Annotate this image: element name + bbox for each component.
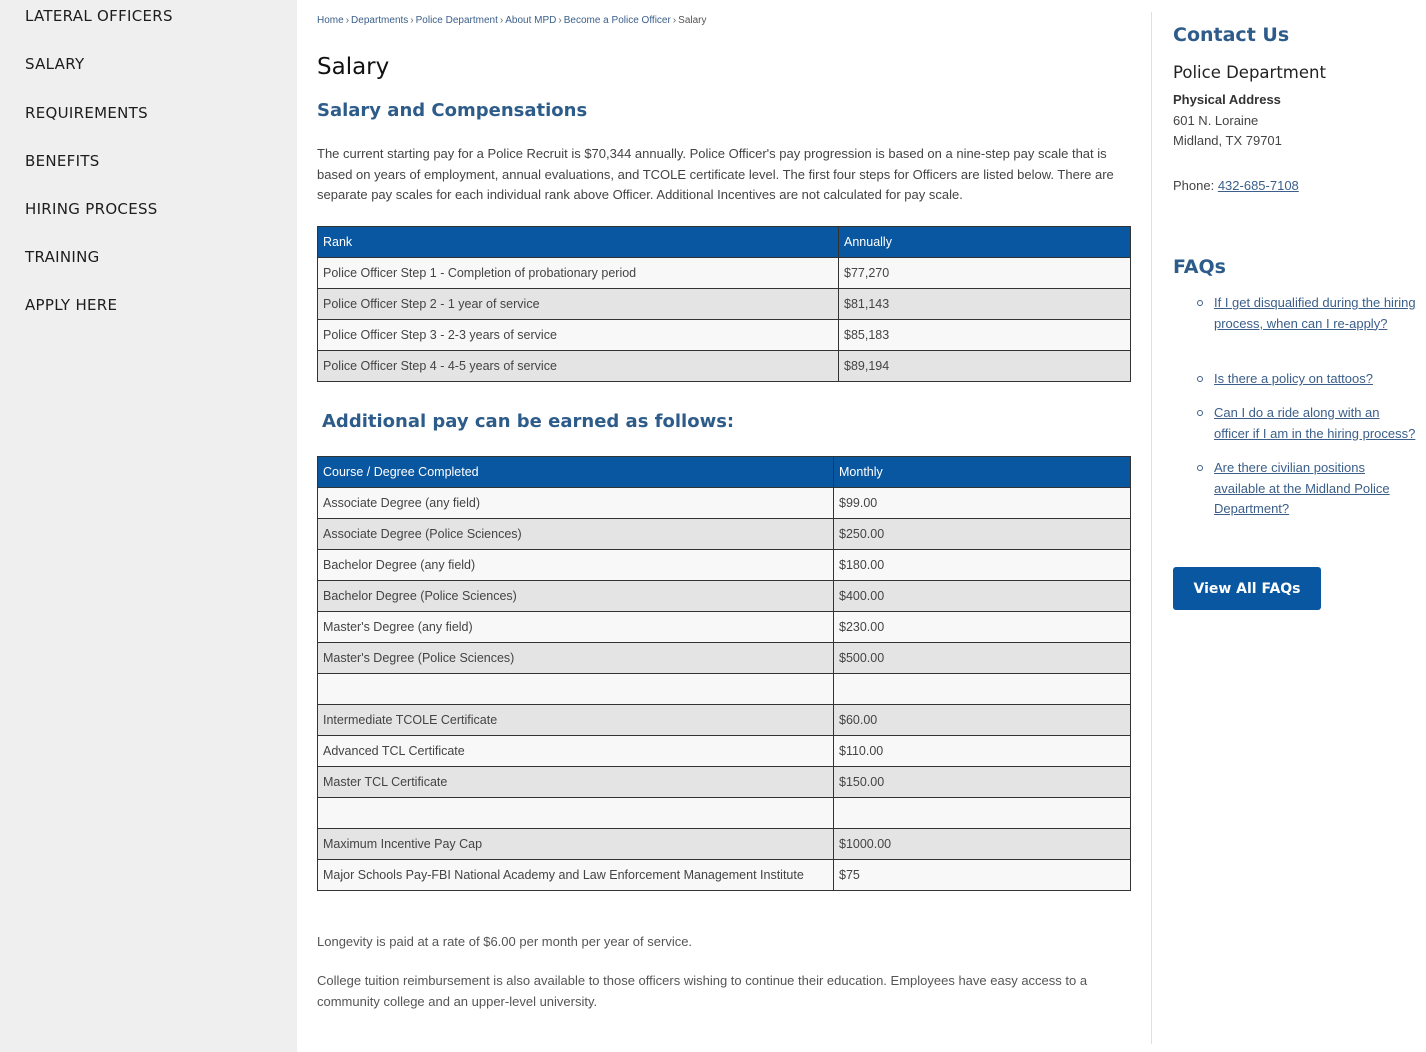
- table-header-row: [318, 457, 1131, 488]
- monthly-pay-cell: $180.00: [834, 550, 1131, 581]
- column-header-monthly: Monthly: [834, 457, 1131, 488]
- breadcrumb-police-department[interactable]: Police Department: [415, 15, 498, 26]
- bullet-icon: [1197, 376, 1203, 382]
- annual-pay-cell: $89,194: [839, 351, 1131, 382]
- monthly-pay-cell: $1000.00: [834, 829, 1131, 860]
- course-cell: [318, 674, 834, 705]
- table-row: [318, 860, 1131, 891]
- breadcrumb-become-officer[interactable]: Become a Police Officer: [563, 15, 671, 26]
- monthly-pay-cell: $250.00: [834, 519, 1131, 550]
- course-cell: Bachelor Degree (Police Sciences): [318, 581, 834, 612]
- monthly-pay-cell: $110.00: [834, 736, 1131, 767]
- course-cell: Associate Degree (Police Sciences): [318, 519, 834, 550]
- monthly-pay-cell: [834, 674, 1131, 705]
- sidebar-item-requirements[interactable]: REQUIREMENTS: [25, 104, 148, 122]
- breadcrumb-separator: ›: [345, 15, 350, 26]
- table-row: [318, 351, 1131, 382]
- monthly-pay-cell: $400.00: [834, 581, 1131, 612]
- list-item: [1173, 369, 1418, 390]
- faq-heading: FAQs: [1173, 256, 1226, 278]
- phone-label: Phone:: [1173, 178, 1218, 193]
- bullet-icon: [1197, 465, 1203, 471]
- intro-paragraph: The current starting pay for a Police Recruit is $70,344 annually. Police Officer's pay progression is based on a nine-step pay scale that is based on years of employment, annual evaluations, and TCOLE certificate level. The first four steps for Officers are listed below. There are separate pay scales for each individual rank above Officer. Additional Incentives are not calculated for pay scale.: [317, 146, 1114, 202]
- course-cell: Maximum Incentive Pay Cap: [318, 829, 834, 860]
- rank-cell: Police Officer Step 1 - Completion of probationary period: [318, 258, 839, 289]
- column-header-course: Course / Degree Completed: [318, 457, 834, 488]
- monthly-pay-cell: $60.00: [834, 705, 1131, 736]
- sidebar-item-salary[interactable]: SALARY: [25, 55, 85, 73]
- rank-cell: Police Officer Step 4 - 4-5 years of service: [318, 351, 839, 382]
- table-row: [318, 736, 1131, 767]
- course-cell: Associate Degree (any field): [318, 488, 834, 519]
- salary-heading: Salary and Compensations: [317, 100, 588, 121]
- course-cell: [318, 798, 834, 829]
- table-row: [318, 829, 1131, 860]
- course-cell: Master TCL Certificate: [318, 767, 834, 798]
- sidebar-nav: [0, 0, 297, 1052]
- monthly-pay-cell: $230.00: [834, 612, 1131, 643]
- monthly-pay-cell: $500.00: [834, 643, 1131, 674]
- rank-salary-table: [317, 226, 1131, 382]
- table-row: [318, 581, 1131, 612]
- list-item: [1173, 458, 1418, 520]
- breadcrumb-departments[interactable]: Departments: [351, 15, 409, 26]
- additional-pay-table: [317, 456, 1131, 891]
- table-header-row: [318, 227, 1131, 258]
- table-row: [318, 612, 1131, 643]
- monthly-pay-cell: [834, 798, 1131, 829]
- sidebar-item-hiring-process[interactable]: HIRING PROCESS: [25, 200, 158, 218]
- breadcrumb-separator: ›: [410, 15, 414, 26]
- view-all-faqs-button[interactable]: View All FAQs: [1173, 567, 1321, 610]
- course-cell: Intermediate TCOLE Certificate: [318, 705, 834, 736]
- breadcrumb-about-mpd[interactable]: About MPD: [505, 15, 557, 26]
- faq-link[interactable]: If I get disqualified during the hiring process, when can I re-apply?: [1214, 295, 1416, 331]
- annual-pay-cell: $77,270: [839, 258, 1131, 289]
- page-title: Salary: [317, 54, 390, 80]
- table-row: [318, 488, 1131, 519]
- address-line-2: Midland, TX 79701: [1173, 133, 1282, 148]
- breadcrumb-current: Salary: [678, 15, 707, 26]
- table-row: [318, 643, 1131, 674]
- department-name: Police Department: [1173, 63, 1326, 82]
- annual-pay-cell: $85,183: [839, 320, 1131, 351]
- phone-link[interactable]: 432-685-7108: [1217, 178, 1299, 193]
- rank-cell: Police Officer Step 3 - 2-3 years of service: [318, 320, 839, 351]
- sidebar-item-training[interactable]: TRAINING: [25, 248, 100, 266]
- faq-link[interactable]: Is there a policy on tattoos?: [1214, 371, 1373, 386]
- monthly-pay-cell: $150.00: [834, 767, 1131, 798]
- course-cell: Major Schools Pay-FBI National Academy and Law Enforcement Management Institute: [318, 860, 834, 891]
- faq-link[interactable]: Are there civilian positions available at the Midland Police Department?: [1214, 460, 1390, 516]
- sidebar-item-lateral-officers[interactable]: LATERAL OFFICERS: [25, 7, 173, 25]
- monthly-pay-cell: $99.00: [834, 488, 1131, 519]
- address-line-1: 601 N. Loraine: [1173, 113, 1259, 128]
- table-row: [318, 705, 1131, 736]
- longevity-note: Longevity is paid at a rate of $6.00 per month per year of service.: [317, 934, 693, 949]
- column-header-annually: Annually: [839, 227, 1131, 258]
- course-cell: Advanced TCL Certificate: [318, 736, 834, 767]
- additional-pay-heading: Additional pay can be earned as follows:: [322, 411, 735, 432]
- table-row: [318, 767, 1131, 798]
- rank-cell: Police Officer Step 2 - 1 year of service: [318, 289, 839, 320]
- breadcrumb-home[interactable]: Home: [317, 15, 344, 26]
- monthly-pay-cell: $75: [834, 860, 1131, 891]
- faq-link[interactable]: Can I do a ride along with an officer if I am in the hiring process?: [1214, 405, 1416, 441]
- column-header-rank: Rank: [318, 227, 839, 258]
- phone-row: [1173, 178, 1299, 193]
- table-row-empty: [318, 798, 1131, 829]
- table-row: [318, 519, 1131, 550]
- table-row-empty: [318, 674, 1131, 705]
- column-divider: [1151, 12, 1152, 1044]
- breadcrumb-separator: ›: [558, 15, 562, 26]
- breadcrumb: [317, 15, 707, 26]
- course-cell: Master's Degree (Police Sciences): [318, 643, 834, 674]
- table-row: [318, 550, 1131, 581]
- list-item: [1173, 293, 1418, 334]
- breadcrumb-separator: ›: [499, 15, 504, 26]
- course-cell: Master's Degree (any field): [318, 612, 834, 643]
- contact-heading: Contact Us: [1173, 24, 1290, 46]
- bullet-icon: [1197, 300, 1203, 306]
- table-row: [318, 258, 1131, 289]
- table-row: [318, 320, 1131, 351]
- list-item: [1173, 403, 1418, 444]
- sidebar-item-benefits[interactable]: BENEFITS: [25, 152, 100, 170]
- annual-pay-cell: $81,143: [839, 289, 1131, 320]
- course-cell: Bachelor Degree (any field): [318, 550, 834, 581]
- sidebar-item-apply-here[interactable]: APPLY HERE: [25, 296, 118, 314]
- table-row: [318, 289, 1131, 320]
- tuition-note: College tuition reimbursement is also available to those officers wishing to continue their education. Employees have easy access to a community college and an upper-level university.: [317, 973, 1088, 1009]
- address-label: Physical Address: [1173, 92, 1281, 107]
- bullet-icon: [1197, 410, 1203, 416]
- breadcrumb-separator: ›: [672, 15, 677, 26]
